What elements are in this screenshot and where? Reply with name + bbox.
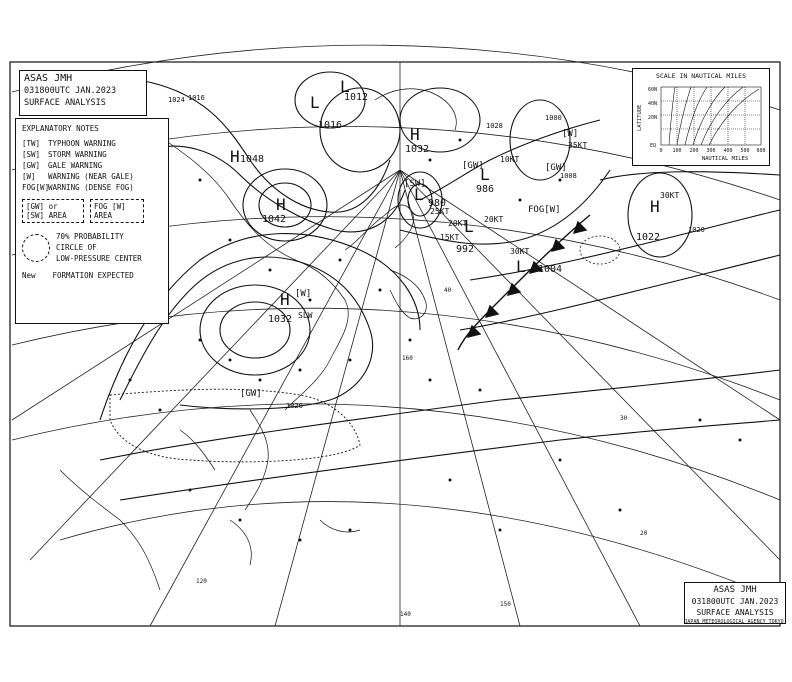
grid-label: 150 bbox=[500, 601, 511, 608]
legend-header: EXPLANATORY NOTES bbox=[22, 124, 99, 133]
lat-tick: 40N bbox=[648, 101, 658, 107]
system-value: 1042 bbox=[262, 214, 287, 225]
system-value: 992 bbox=[456, 244, 475, 255]
legend-circle-text bbox=[56, 231, 142, 264]
scale-title: SCALE IN NAUTICAL MILES bbox=[655, 72, 747, 80]
isobar-label: 1000 bbox=[545, 114, 562, 122]
warning-label: [W] bbox=[295, 289, 312, 299]
x-tick: 300 bbox=[706, 148, 716, 154]
wind-label: 20KT bbox=[484, 215, 504, 224]
scale-chart bbox=[633, 69, 769, 165]
legend-circle-line: LOW-PRESSURE CENTER bbox=[56, 254, 142, 263]
legend-code: [GW] bbox=[22, 161, 41, 170]
warning-label: [SW] bbox=[404, 179, 426, 189]
x-tick: 600 bbox=[756, 148, 766, 154]
legend-code: [SW] bbox=[22, 150, 41, 159]
legend-circle-line: 70% PROBABILITY bbox=[56, 232, 124, 241]
x-tick: 400 bbox=[723, 148, 733, 154]
system-value: 1004 bbox=[538, 264, 563, 275]
grid-label: 20 bbox=[640, 530, 648, 537]
legend-text: WARNING (DENSE FOG) bbox=[48, 183, 134, 192]
wind-label: SLW bbox=[298, 311, 313, 320]
isobar-label: 1020 bbox=[688, 226, 705, 234]
system-value: 1016 bbox=[318, 120, 343, 131]
legend-box bbox=[15, 118, 169, 324]
warning-label: FOG[W] bbox=[528, 205, 561, 215]
title-line-3: SURFACE ANALYSIS bbox=[24, 98, 106, 108]
warning-label: [GW] bbox=[462, 161, 484, 171]
system-value: 1032 bbox=[268, 314, 293, 325]
x-tick: 0 bbox=[659, 148, 663, 154]
wind-label: 25KT bbox=[430, 207, 450, 216]
system-value: 986 bbox=[476, 184, 495, 195]
grid-label: 160 bbox=[402, 355, 413, 362]
system-letter: L bbox=[414, 185, 424, 204]
scale-x-label: NAUTICAL MILES bbox=[701, 156, 749, 162]
legend-area-fog: FOG [W] AREA bbox=[90, 199, 144, 223]
system-letter: H bbox=[650, 197, 660, 216]
wind-label: 35KT bbox=[568, 141, 588, 150]
legend-new-text: FORMATION EXPECTED bbox=[52, 271, 134, 280]
agency-credit: JAPAN METEOROLOGICAL AGENCY TOKYO bbox=[684, 619, 784, 625]
wind-label: 10KT bbox=[500, 155, 520, 164]
legend-code: [W] bbox=[22, 172, 36, 181]
warning-label: [W] bbox=[562, 129, 579, 139]
wind-label: 20KT bbox=[448, 219, 468, 228]
lat-tick: 20N bbox=[648, 115, 658, 121]
footer-line-3: SURFACE ANALYSIS bbox=[696, 608, 774, 617]
legend-item bbox=[22, 160, 162, 171]
scale-y-label: LATITUDE bbox=[637, 104, 643, 131]
legend-new-row bbox=[22, 270, 162, 281]
system-letter: L bbox=[516, 257, 526, 276]
system-value: 1012 bbox=[344, 92, 369, 103]
legend-item bbox=[22, 182, 162, 193]
system-letter: H bbox=[276, 195, 286, 214]
footer-line-1: ASAS JMH bbox=[713, 585, 757, 595]
scale-grid bbox=[661, 87, 761, 145]
legend-text: GALE WARNING bbox=[48, 161, 103, 170]
lat-tick: EQ bbox=[650, 143, 657, 149]
footer-box bbox=[684, 582, 786, 624]
grid-label: 40 bbox=[444, 287, 452, 294]
lat-tick: 60N bbox=[648, 87, 658, 93]
legend-item bbox=[22, 149, 162, 160]
title-line-1: ASAS JMH bbox=[24, 73, 73, 84]
legend-new-label: New bbox=[22, 271, 36, 280]
legend-code: [TW] bbox=[22, 139, 41, 148]
grid-label: 30 bbox=[620, 415, 628, 422]
warning-label: [GW] bbox=[240, 389, 262, 399]
legend-circle-line: CIRCLE OF bbox=[56, 243, 97, 252]
legend-code: FOG[W] bbox=[22, 183, 50, 192]
isobar-label: 1024 bbox=[168, 96, 185, 104]
legend-text: STORM WARNING bbox=[48, 150, 107, 159]
system-letter: L bbox=[480, 165, 490, 184]
system-value: 980 bbox=[428, 198, 447, 209]
isobar-label: 1008 bbox=[560, 172, 577, 180]
legend-area-row bbox=[22, 199, 162, 223]
system-letter: L bbox=[464, 217, 474, 236]
isobar-label: 1016 bbox=[188, 94, 205, 102]
system-value: 1022 bbox=[636, 232, 661, 243]
wind-label: 30KT bbox=[660, 191, 680, 200]
system-letter: H bbox=[410, 125, 420, 144]
scale-box bbox=[632, 68, 770, 166]
warning-label: [GW] bbox=[545, 163, 567, 173]
probability-circle-icon bbox=[22, 234, 50, 262]
system-value: 1048 bbox=[240, 154, 265, 165]
legend-item bbox=[22, 138, 162, 149]
isobar-label: 1020 bbox=[286, 402, 303, 410]
isobar-label: 1028 bbox=[486, 122, 503, 130]
legend-text: TYPHOON WARNING bbox=[48, 139, 116, 148]
system-letter: L bbox=[340, 77, 350, 96]
grid-label: 120 bbox=[196, 578, 207, 585]
footer-line-2: 031800UTC JAN.2023 bbox=[691, 597, 779, 606]
system-letter: H bbox=[280, 290, 290, 309]
legend-area-warning: [GW] or [SW] AREA bbox=[22, 199, 84, 223]
grid-label: 140 bbox=[400, 611, 411, 618]
title-line-2: 031800UTC JAN.2023 bbox=[24, 86, 117, 96]
legend-text: WARNING (NEAR GALE) bbox=[48, 172, 134, 181]
x-tick: 100 bbox=[672, 148, 682, 154]
title-box bbox=[19, 70, 147, 116]
legend-circle-row bbox=[22, 231, 162, 264]
wind-label: 15KT bbox=[440, 233, 460, 242]
system-value: 1032 bbox=[405, 144, 430, 155]
system-letter: L bbox=[310, 93, 320, 112]
x-tick: 200 bbox=[689, 148, 699, 154]
wind-label: 30KT bbox=[510, 247, 530, 256]
x-tick: 500 bbox=[740, 148, 750, 154]
system-letter: H bbox=[230, 147, 240, 166]
legend-item bbox=[22, 171, 162, 182]
